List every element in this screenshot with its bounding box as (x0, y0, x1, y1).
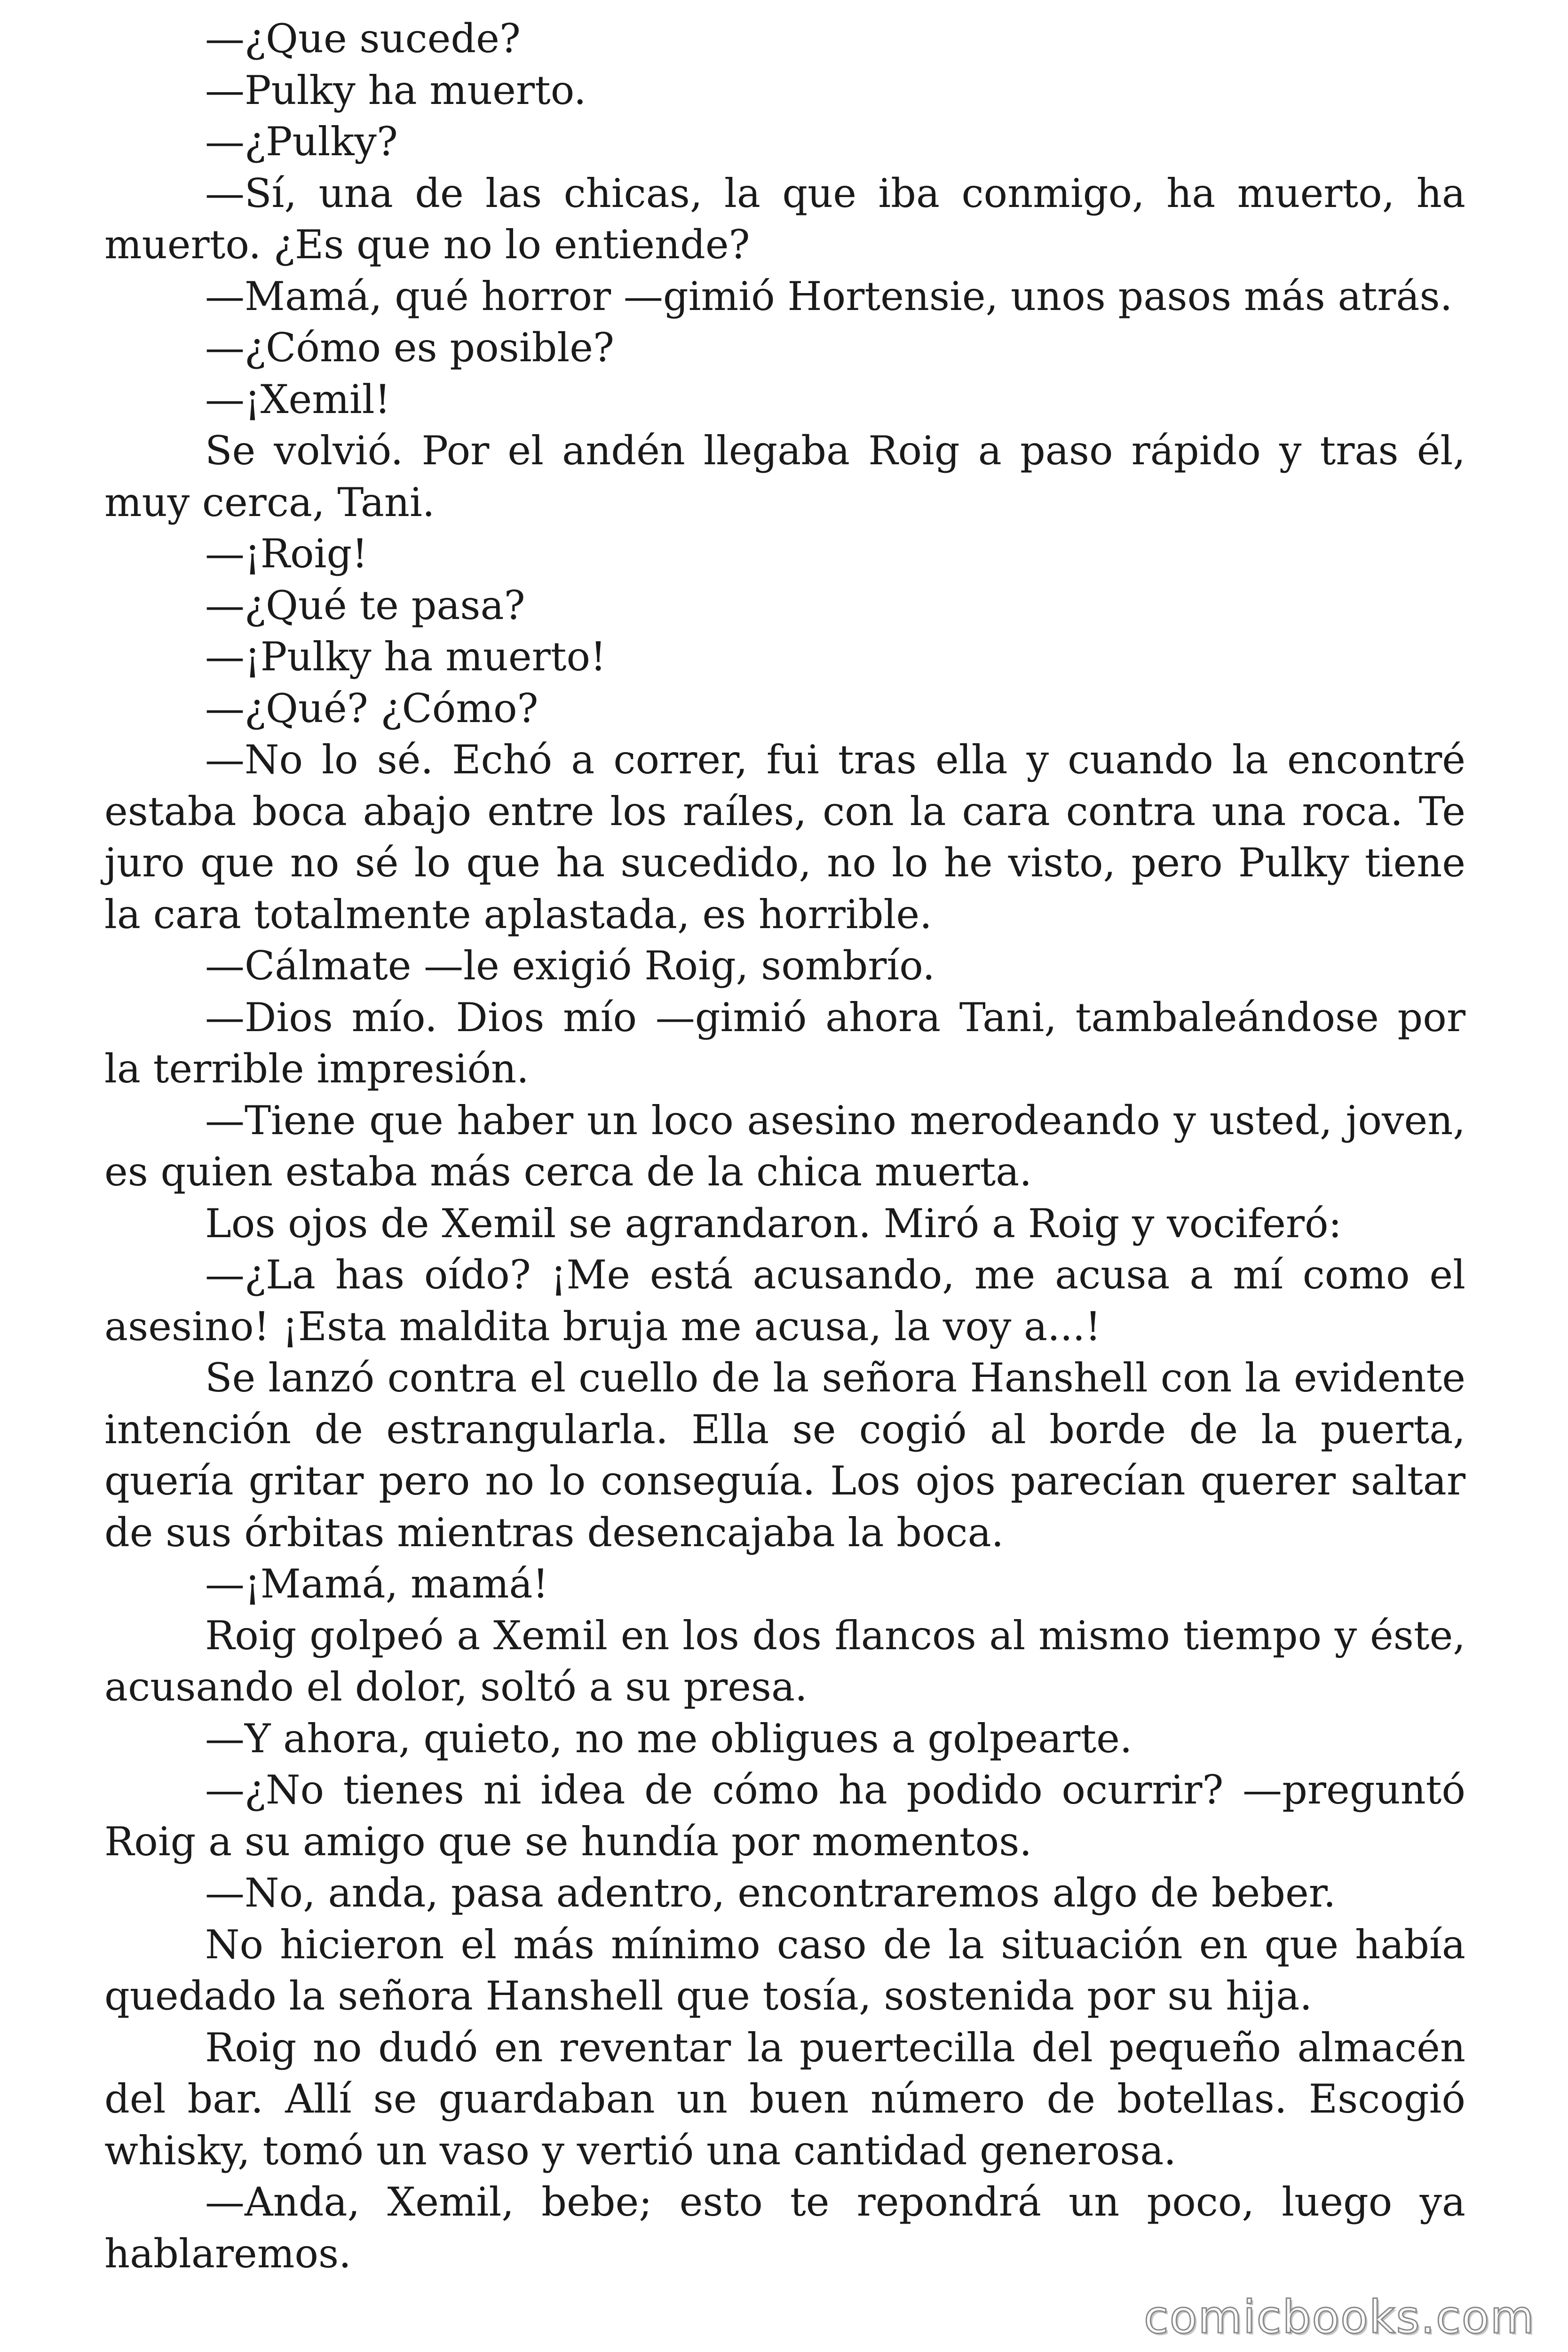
paragraph: —¿No tienes ni idea de cómo ha podido ocurrir? —preguntó Roig a su amigo que se hundía por momentos. (104, 1767, 1465, 1865)
paragraph: —¡Roig! (205, 531, 368, 577)
paragraph: —Y ahora, quieto, no me obligues a golpearte. (205, 1715, 1132, 1762)
paragraph: —Sí, una de las chicas, la que iba conmigo, ha muerto, ha muerto. ¿Es que no lo entiende? (104, 170, 1465, 268)
paragraph: —¿Qué te pasa? (205, 582, 525, 628)
paragraph: —¡Pulky ha muerto! (205, 634, 606, 680)
paragraph: Se lanzó contra el cuello de la señora Hanshell con la evidente intención de estrangularla. Ella se cogió al borde de la puerta, quería gritar pero no lo conseguía. Los ojos parecían querer saltar de sus órbitas mientras desencajaba la boca. (104, 1355, 1465, 1556)
paragraph: —¿Qué? ¿Cómo? (205, 685, 539, 731)
page-body-text (104, 13, 1465, 2280)
paragraph: Se volvió. Por el andén llegaba Roig a paso rápido y tras él, muy cerca, Tani. (104, 428, 1465, 525)
paragraph: —No lo sé. Echó a correr, fui tras ella y cuando la encontré estaba boca abajo entre los raíles, con la cara contra una roca. Te juro que no sé lo que ha sucedido, no lo he visto, pero Pulky tiene la cara totalmente aplastada, es horrible. (104, 737, 1465, 938)
paragraph: —Tiene que haber un loco asesino merodeando y usted, joven, es quien estaba más cerca de la chica muerta. (104, 1097, 1465, 1195)
watermark: comicbooks.com (1143, 2291, 1535, 2344)
paragraph: Los ojos de Xemil se agrandaron. Miró a Roig y vociferó: (205, 1200, 1342, 1247)
paragraph: —¿Pulky? (205, 119, 398, 165)
paragraph: Roig no dudó en reventar la puertecilla del pequeño almacén del bar. Allí se guardaban un buen número de botellas. Escogió whisky, tomó un vaso y vertió una cantidad generosa. (104, 2024, 1465, 2174)
paragraph: —No, anda, pasa adentro, encontraremos algo de beber. (205, 1870, 1336, 1916)
paragraph: —Pulky ha muerto. (205, 67, 586, 113)
paragraph: —Mamá, qué horror —gimió Hortensie, unos pasos más atrás. (205, 273, 1453, 319)
paragraph: —¿Cómo es posible? (205, 325, 615, 371)
paragraph: Roig golpeó a Xemil en los dos flancos al mismo tiempo y éste, acusando el dolor, soltó a su presa. (104, 1612, 1465, 1710)
paragraph: —¡Xemil! (205, 376, 391, 422)
paragraph: No hicieron el más mínimo caso de la situación en que había quedado la señora Hanshell que tosía, sostenida por su hija. (104, 1921, 1465, 2019)
paragraph: —¿Que sucede? (205, 16, 521, 62)
paragraph: —Cálmate —le exigió Roig, sombrío. (205, 943, 935, 989)
paragraph: —¡Mamá, mamá! (205, 1561, 549, 1607)
paragraph: —Dios mío. Dios mío —gimió ahora Tani, tambaleándose por la terrible impresión. (104, 994, 1465, 1092)
paragraph: —¿La has oído? ¡Me está acusando, me acusa a mí como el asesino! ¡Esta maldita bruja me acusa, la voy a...! (104, 1252, 1465, 1350)
paragraph: —Anda, Xemil, bebe; esto te repondrá un poco, luego ya hablaremos. (104, 2179, 1465, 2277)
